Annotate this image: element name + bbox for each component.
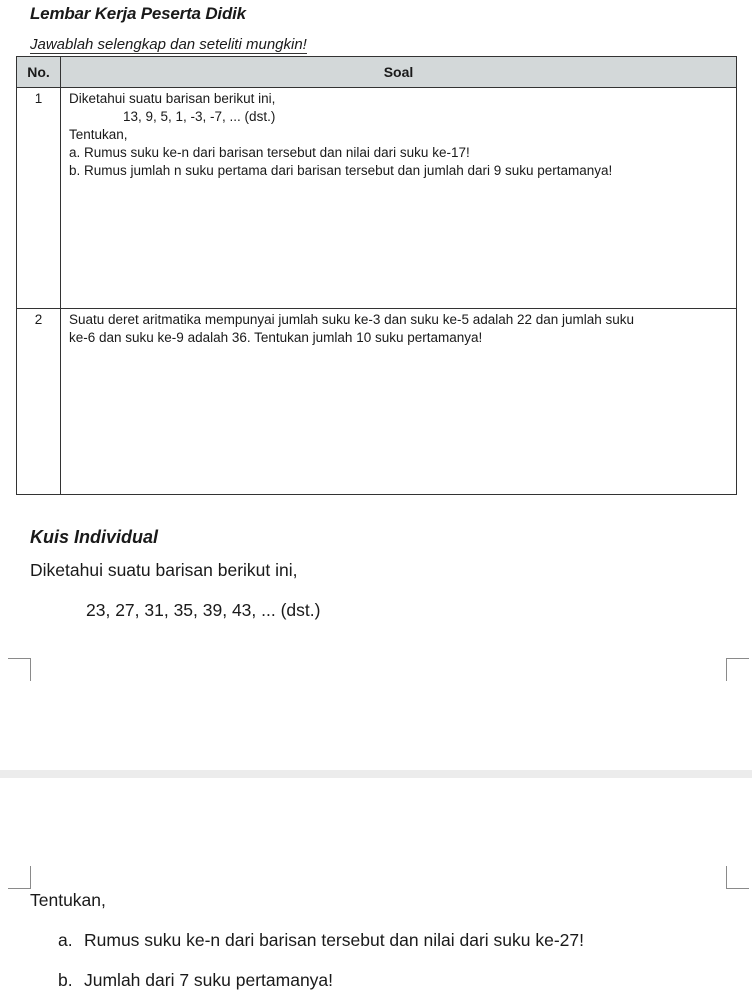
quiz-sequence: 23, 27, 31, 35, 39, 43, ... (dst.) bbox=[86, 600, 321, 620]
question-line: Suatu deret aritmatika mempunyai jumlah suku ke-3 dan suku ke-5 adalah 22 dan jumlah suku bbox=[69, 311, 635, 327]
page-break-divider bbox=[0, 770, 752, 778]
quiz-item-a-text: Rumus suku ke-n dari barisan tersebut dan nilai dari suku ke-27! bbox=[84, 930, 584, 950]
question-line: Diketahui suatu barisan berikut ini, bbox=[69, 91, 276, 106]
quiz-item-b bbox=[58, 970, 333, 991]
question-item-a: a. Rumus suku ke-n dari barisan tersebut dan nilai dari suku ke-17! bbox=[69, 145, 470, 160]
instruction-text: Jawablah selengkap dan seteliti mungkin! bbox=[30, 36, 307, 53]
table-header-row bbox=[17, 57, 737, 88]
quiz-item-b-text: Jumlah dari 7 suku pertamanya! bbox=[84, 970, 334, 990]
page-corner-mark bbox=[8, 658, 31, 681]
row-number: 1 bbox=[17, 88, 61, 309]
worksheet-title: Lembar Kerja Peserta Didik bbox=[30, 4, 246, 23]
quiz-item-a bbox=[58, 930, 584, 951]
question-line: ke-6 dan suku ke-9 adalah 36. Tentukan jumlah 10 suku pertamanya! bbox=[69, 329, 483, 345]
question-line: Tentukan, bbox=[69, 127, 128, 142]
page-corner-mark bbox=[726, 866, 749, 889]
question-sequence: 13, 9, 5, 1, -3, -7, ... (dst.) bbox=[123, 109, 276, 124]
question-item-b: b. Rumus jumlah n suku pertama dari barisan tersebut dan jumlah dari 9 suku pertamanya! bbox=[69, 163, 613, 178]
quiz-item-b-label: b. bbox=[58, 970, 73, 990]
question-cell bbox=[61, 308, 737, 494]
quiz-title: Kuis Individual bbox=[30, 527, 159, 547]
header-no: No. bbox=[17, 57, 61, 88]
instruction-underline bbox=[30, 53, 307, 54]
page-corner-mark bbox=[8, 866, 31, 889]
table-row bbox=[17, 308, 737, 494]
worksheet-instruction bbox=[30, 36, 307, 53]
worksheet-table bbox=[16, 56, 737, 495]
quiz-intro: Diketahui suatu barisan berikut ini, bbox=[30, 560, 298, 580]
row-number: 2 bbox=[17, 308, 61, 494]
quiz-tentukan: Tentukan, bbox=[30, 890, 106, 910]
header-soal: Soal bbox=[61, 57, 737, 88]
quiz-item-a-label: a. bbox=[58, 930, 73, 950]
table-row bbox=[17, 88, 737, 309]
question-cell bbox=[61, 88, 737, 309]
page-corner-mark bbox=[726, 658, 749, 681]
